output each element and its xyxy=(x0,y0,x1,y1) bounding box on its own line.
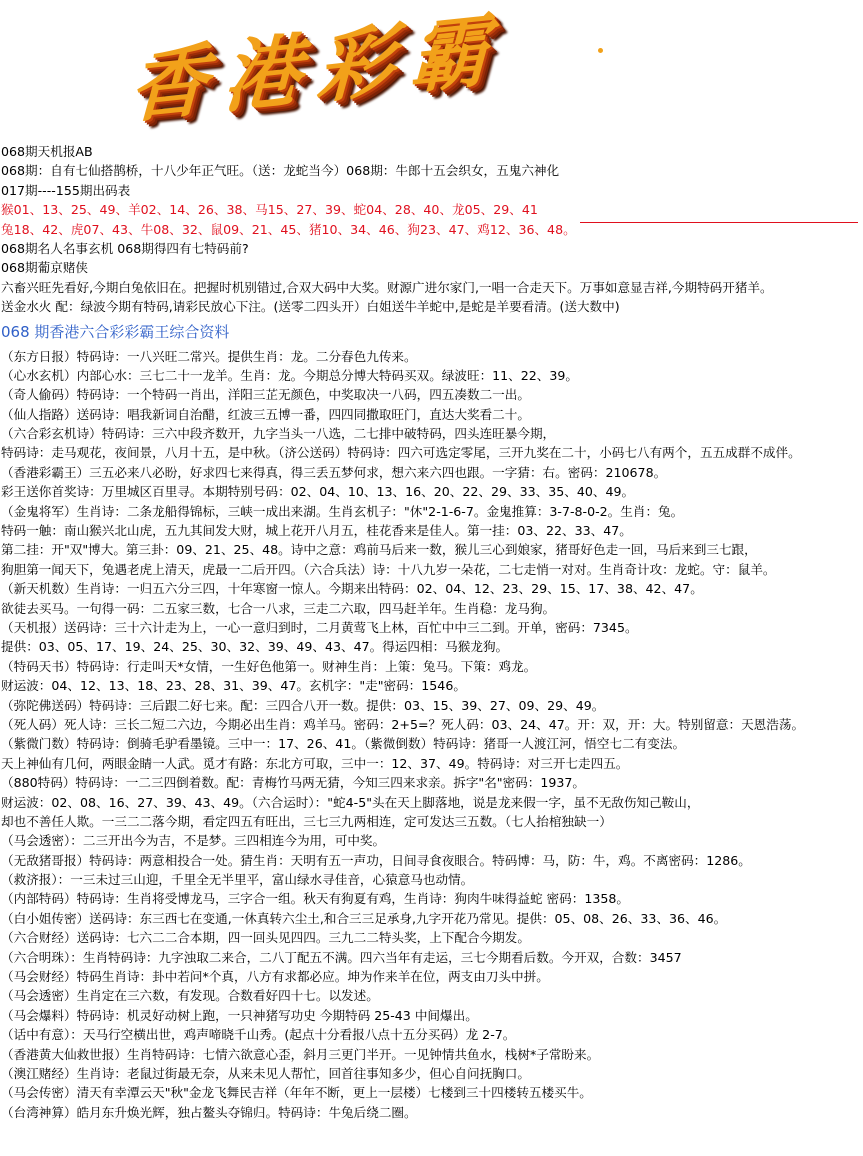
text-line: 兔18、42、虎07、43、牛08、32、鼠09、21、45、猪10、34、46、狗23、47、鸡12、36、48。 xyxy=(1,221,576,237)
text-line: （马会透密）生肖定在三六数，有发现。合数看好四十七。以发述。 xyxy=(1,988,379,1004)
text-line: （马会财经）特码生肖诗：卦中若问*个真，八方有求都必应。坤为作来羊在位，两支由刀头中拼。 xyxy=(1,969,549,985)
text-line: （弥陀佛送码）特码诗：三后跟二好七来。配：三四合八开一数。提供：03、15、39、27、09、29、49。 xyxy=(1,697,605,713)
text-line: （台湾神算）皓月东升焕光辉，独占鳌头夺锦归。特码诗：牛兔后绕二圈。 xyxy=(1,1104,417,1120)
text-line: （救济报）：一三未过三山迎，千里全无半里平，富山绿水寻佳音，心猿意马也动情。 xyxy=(1,872,474,888)
text-line: 财运波：02、08、16、27、39、43、49。（六合运时）："蛇4-5"头在天上脚落地，说是龙来假一字，虽不无敌伤知己鞍山， xyxy=(1,794,700,810)
text-line: 送金水火 配：绿波今期有特码,请彩民放心下注。(送零二四头开）白姐送牛羊蛇中,是蛇是羊要看清。(送大数中) xyxy=(1,299,620,315)
section-heading: 068 期香港六合彩彩霸王综合资料 xyxy=(1,322,230,341)
text-line: 六畜兴旺先看好,今期白兔依旧在。把握时机别错过,合双大码中大奖。财源广进尔家门,一唱一合走天下。万事如意显吉祥,今期特码开猪羊。 xyxy=(1,279,773,295)
banner xyxy=(120,3,600,136)
text-line: （死人码）死人诗：三长二短二六边，今期必出生肖：鸡羊马。密码：2+5=？死人码：03、24、47。开：双，开：大。特别留意：天恩浩荡。 xyxy=(1,716,805,732)
text-line: （马会爆料）特码诗：机灵好动树上跑，一只神猪写功史 今期特码 25-43 中间爆出。 xyxy=(1,1007,478,1023)
text-line: 提供：03、05、17、19、24、25、30、32、39、49、43、47。得运四相：马猴龙狗。 xyxy=(1,639,509,655)
text-line: （仙人指路）送码诗：唱我新词自治醋，红波三五博一番，四四同撒取旺门，直达大奖看二十。 xyxy=(1,406,530,422)
banner-title: 香港彩霸 xyxy=(128,3,506,135)
text-line: （东方日报）特码诗：一八兴旺二常兴。提供生肖：龙。二分春色九传来。 xyxy=(1,348,417,364)
text-line: （六合彩玄机诗）特码诗：三六中段齐数开，九字当头一八选，二七排中破特码，四头连旺暴今期， xyxy=(1,426,556,442)
text-line: 068期：自有七仙搭鹊桥，十八少年正气旺。（送：龙蛇当今）068期：牛郎十五会织女，五鬼六神化 xyxy=(1,163,560,179)
text-line: （马会传密）清天有幸潭云天"秋"金龙飞舞民吉祥（年年不断，更上一层楼）七楼到三十四楼转五楼买牛。 xyxy=(1,1085,592,1101)
text-line: 第二挂：开"双"博大。第三卦：09、21、25、48。诗中之意：鸡前马后来一数，猴儿三心到娘家，猪哥好色走一回，马后来到三七跟， xyxy=(1,542,757,558)
text-line: 068期天机报AB xyxy=(1,144,93,159)
text-line: 068期葡京赌侠 xyxy=(1,260,89,276)
text-line: （金鬼将军）生肖诗：二条龙船得锦标，三峡一成出来湖。生肖玄机子："休"2-1-6-7。金鬼推算：3-7-8-0-2。生肖：兔。 xyxy=(1,503,684,519)
text-line: （880特码）特码诗：一二三四倒着数。配：青梅竹马两无猜，今知三四来求亲。拆字"名"密码：1937。 xyxy=(1,775,586,791)
text-line: 068期名人名事玄机 068期得四有七特码前? xyxy=(1,240,249,256)
text-line: （内部特码）特码诗：生肖将受博龙马，三字合一组。秋天有狗夏有鸡，生肖诗：狗肉牛味得益蛇 密码：1358。 xyxy=(1,891,629,907)
text-line: （白小姐传密）送码诗：东三西七在变通,一休真转六尘土,和合三三足承身,九字开花乃常见。提供：05、08、26、33、36、46。 xyxy=(1,910,727,926)
text-line: （澳江赌经）生肖诗：老鼠过街最无奈，从来未见人帮忙，回首往事知多少，但心自问抚胸口。 xyxy=(1,1065,530,1081)
text-line: （香港彩霸王）三五必来八必盼，好求四七来得真，得三丢五梦何求，想六来六四也跟。一字猜：右。密码：210678。 xyxy=(1,464,667,480)
text-line: 017期----155期出码表 xyxy=(1,182,131,198)
text-line: （新天机数）生肖诗：一归五六分三四，十年寒窗一惊人。今期来出特码：02、04、12、23、29、15、17、38、42、47。 xyxy=(1,581,703,597)
text-line: （话中有意）：天马行空横出世，鸡声啼晓千山秀。(起点十分看报八点十五分买码）龙 2-7。 xyxy=(1,1027,516,1043)
text-line: （心水玄机）内部心水：三七二十一龙羊。生肖：龙。今期总分博大特码买双。绿波旺：11、22、39。 xyxy=(1,367,579,383)
banner-dot-decoration xyxy=(598,48,603,53)
text-line: 欲徒去买马。一句得一码：二五家三数，七合一八求，三走二六取，四马赶羊年。生肖稳：龙马狗。 xyxy=(1,600,556,616)
text-line: 狗胆第一闻天下，兔遇老虎上清天，虎最一二后开四。（六合兵法）诗：十八九岁一朵花，二七走悄一对对。生肖奇计攻：龙蛇。守：鼠羊。 xyxy=(1,561,776,577)
text-line: 特码一触：南山猴兴北山虎，五九其间发大财，城上花开八月五，桂花香来是佳人。第一挂：03、22、33、47。 xyxy=(1,523,632,539)
text-line: 猴01、13、25、49、羊02、14、26、38、马15、27、39、蛇04、28、40、龙05、29、41 xyxy=(1,202,538,218)
text-line: 特码诗：走马观花，夜间景，八月十五，是中秋。（济公送码）特码诗：四六可选定零尾，三开九奖在二十，小码七八有两个，五五成群不成伴。 xyxy=(1,445,801,461)
text-line: 天上神仙有几何，两眼金睛一人武。觅才有路：东北方可取，三中一：12、37、49。特码诗：对三开七走四五。 xyxy=(1,755,629,771)
text-line: （奇人偷码）特码诗：一个特码一肖出，洋阳三芷无颜色，中奖取决一八码，四五凑数二一出。 xyxy=(1,387,530,403)
text-line: 财运波：04、12、13、18、23、28、31、39、47。玄机字："走"密码：1546。 xyxy=(1,678,466,694)
text-line: （香港黄大仙救世报）生肖特码诗：七情六欲意心歪，斜月三更门半开。一见钟情共鱼水，栈树*子常盼来。 xyxy=(1,1046,600,1062)
article-body xyxy=(0,142,863,1122)
text-line: （马会透密）：二三开出今为吉，不是梦。三四相连今为用，可中奖。 xyxy=(1,833,386,849)
text-line: 却也不善任人欺。一三二二落今期，看定四五有旺出，三七三九两相连，定可发达三五数。（七人抬棺独缺一） xyxy=(1,813,612,829)
text-line: （特码天书）特码诗：行走叫天*女情，一生好色他第一。财神生肖：上策：兔马。下策：鸡龙。 xyxy=(1,658,537,674)
text-line: （紫微门数）特码诗：倒骑毛驴看墨镜。三中一：17、26、41。（紫微倒数）特码诗：猪哥一人渡江河，悟空七二有变法。 xyxy=(1,736,686,752)
text-line: （六合明珠）：生肖特码诗：九字浊取二来合，二八丁配五不满。四六当年有走运，三七今期看后数。今开双，合数：3457 xyxy=(1,949,682,965)
text-line: 彩王送你首奖诗：万里城区百里寻。本期特别号码：02、04、10、13、16、20、22、29、33、35、40、49。 xyxy=(1,484,635,500)
text-line: （六合财经）送码诗：七六二二合本期，四一回头见四四。三九二二特头奖，上下配合今期发。 xyxy=(1,930,530,946)
text-line: （无敌猪哥报）特码诗：两意相投合一处。猜生肖：天明有五一声功，日间寻食夜眼合。特码博：马，防：牛，鸡。不离密码：1286。 xyxy=(1,852,751,868)
text-line: （天机报）送码诗：三十六计走为上，一心一意归到时，二月黄莺飞上林，百忙中中三二到。开单，密码：7345。 xyxy=(1,619,638,635)
